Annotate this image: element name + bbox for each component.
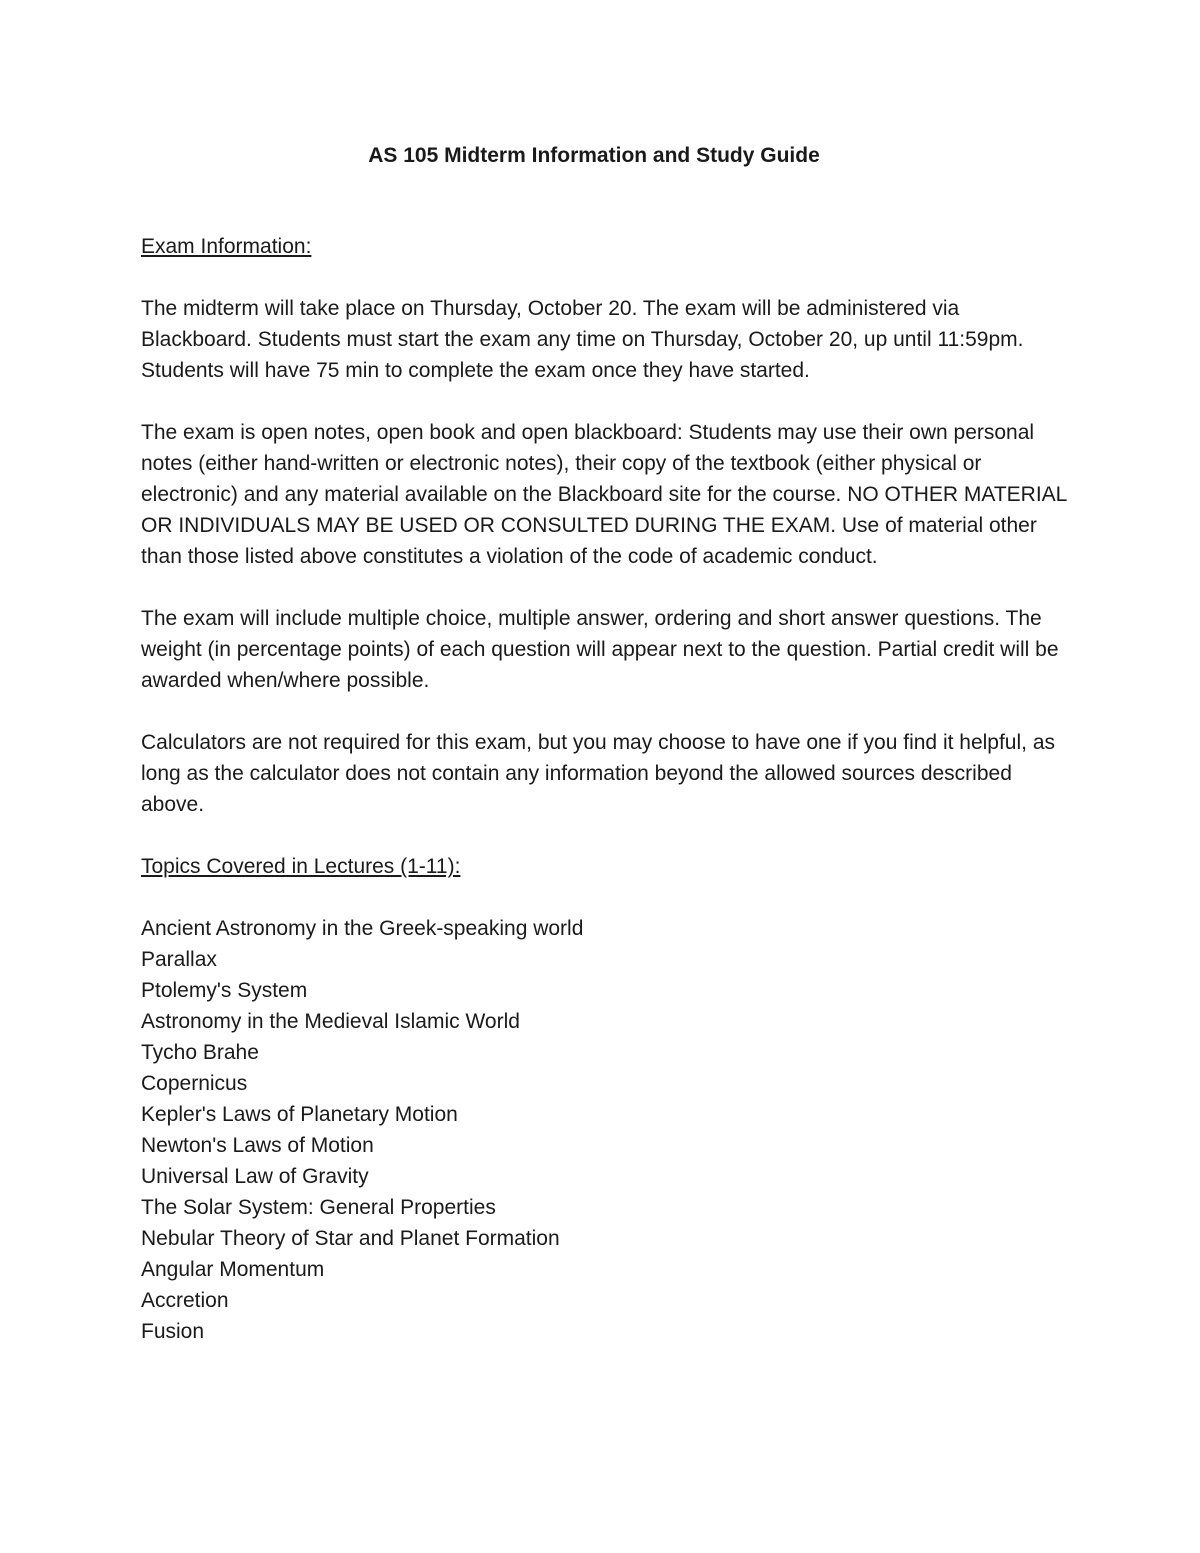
spacer (141, 882, 1071, 913)
list-item: Universal Law of Gravity (141, 1165, 369, 1188)
list-item: Accretion (141, 1289, 229, 1312)
list-item: Parallax (141, 948, 217, 971)
spacer (141, 174, 1071, 231)
spacer (141, 572, 1071, 603)
topics-heading: Topics Covered in Lectures (1-11): (141, 855, 461, 878)
document-title: AS 105 Midterm Information and Study Guide (368, 144, 820, 167)
list-item: Nebular Theory of Star and Planet Formation (141, 1227, 560, 1250)
document-page (141, 138, 1071, 1347)
list-item: Fusion (141, 1320, 205, 1343)
list-item: Ancient Astronomy in the Greek-speaking world (141, 917, 584, 940)
exam-information-heading: Exam Information: (141, 235, 312, 258)
list-item: The Solar System: General Properties (141, 1196, 496, 1219)
paragraph-question-types: The exam will include multiple choice, multiple answer, ordering and short answer questions. The weight (in percentage points) of each question will appear next to the question. Partial credit will be awarded when/where possible. (141, 607, 1059, 692)
paragraph-open-book-policy: The exam is open notes, open book and open blackboard: Students may use their own personal notes (either hand-written or electronic notes), their copy of the textbook (either physical or electronic) and any material available on the Blackboard site for the course. NO OTHER MATERIAL OR INDIVIDUALS MAY BE USED OR CONSULTED DURING THE EXAM. Use of material other than those listed above constitutes a violation of the code of academic conduct. (141, 421, 1067, 568)
list-item: Tycho Brahe (141, 1041, 259, 1064)
spacer (141, 386, 1071, 417)
paragraph-calculators: Calculators are not required for this exam, but you may choose to have one if you find it helpful, as long as the calculator does not contain any information beyond the allowed sources described above. (141, 731, 1056, 816)
list-item: Astronomy in the Medieval Islamic World (141, 1010, 520, 1033)
list-item: Ptolemy's System (141, 979, 308, 1002)
list-item: Kepler's Laws of Planetary Motion (141, 1103, 458, 1126)
list-item: Newton's Laws of Motion (141, 1134, 374, 1157)
spacer (141, 262, 1071, 293)
spacer (141, 696, 1071, 727)
paragraph-exam-schedule: The midterm will take place on Thursday, October 20. The exam will be administered via Blackboard. Students must start the exam any time on Thursday, October 20, up until 11:59pm. Students will have 75 min to complete the exam once they have started. (141, 297, 1024, 382)
topics-list (141, 913, 1071, 1347)
list-item: Copernicus (141, 1072, 248, 1095)
spacer (141, 820, 1071, 851)
list-item: Angular Momentum (141, 1258, 325, 1281)
